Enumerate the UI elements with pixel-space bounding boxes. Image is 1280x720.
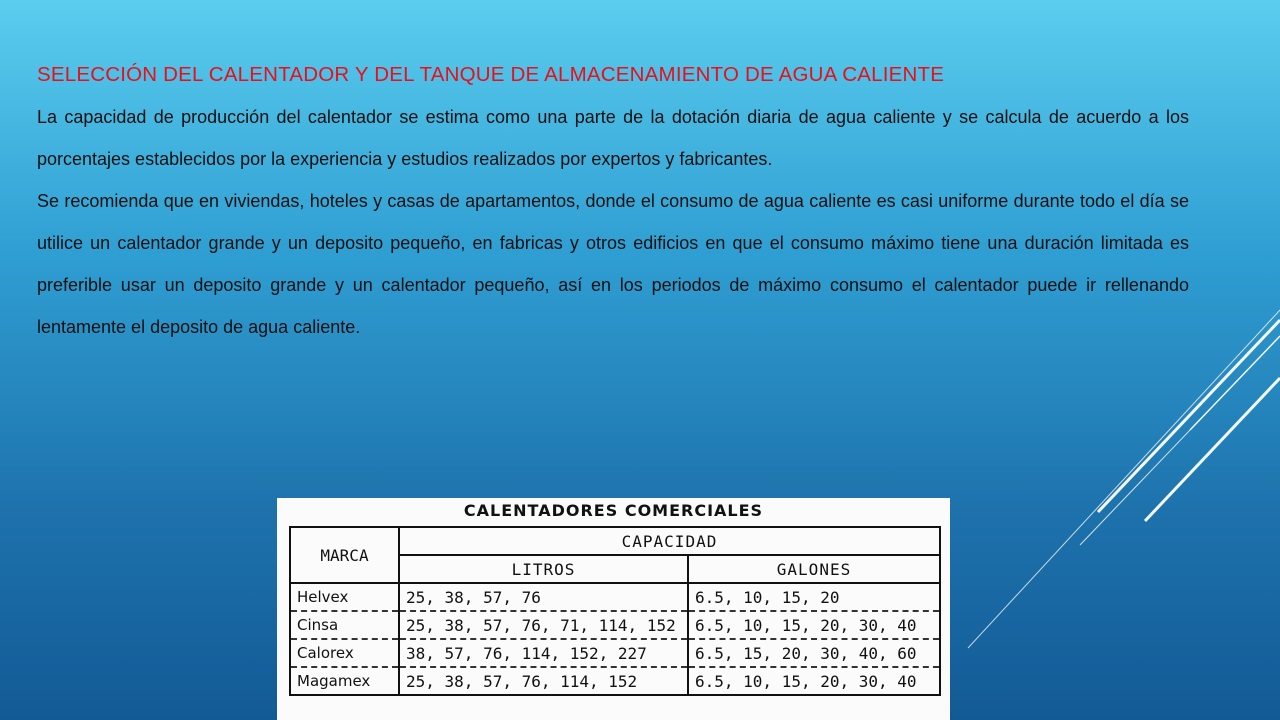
cell-litros: 25, 38, 57, 76, 71, 114, 152 xyxy=(399,611,688,639)
cell-marca: Magamex xyxy=(290,667,399,695)
cell-galones: 6.5, 10, 15, 20 xyxy=(688,583,940,611)
cell-galones: 6.5, 10, 15, 20, 30, 40 xyxy=(688,667,940,695)
deco-line-4 xyxy=(968,310,1280,648)
heaters-table-image xyxy=(277,498,950,720)
deco-line-2 xyxy=(1145,378,1280,521)
cell-litros: 38, 57, 76, 114, 152, 227 xyxy=(399,639,688,667)
paragraph-2: Se recomienda que en viviendas, hoteles y casas de apartamentos, donde el consumo de agua caliente es casi uniforme durante todo el día se utilice un calentador grande y un deposito pequeño, en fabricas y otros edificios en que el consumo máximo tiene una duración limitada es preferible usar un deposito grande y un calentador pequeño, así en los periodos de máximo consumo el calentador puede ir rellenando lentamente el deposito de agua caliente. xyxy=(37,191,1189,337)
cell-marca: Helvex xyxy=(290,583,399,611)
table-row xyxy=(290,667,940,695)
deco-line-5 xyxy=(1190,336,1280,430)
cell-litros: 25, 38, 57, 76 xyxy=(399,583,688,611)
header-marca: MARCA xyxy=(290,527,399,583)
heaters-table xyxy=(289,526,941,696)
cell-marca: Cinsa xyxy=(290,611,399,639)
table-title: CALENTADORES COMERCIALES xyxy=(463,501,764,520)
deco-line-3 xyxy=(1080,336,1280,545)
paragraph-1: La capacidad de producción del calentador se estima como una parte de la dotación diaria de agua caliente y se calcula de acuerdo a los porcentajes establecidos por la experiencia y estudios realizados por expertos y fabricantes. xyxy=(37,107,1189,169)
slide-title: SELECCIÓN DEL CALENTADOR Y DEL TANQUE DE ALMACENAMIENTO DE AGUA CALIENTE xyxy=(37,63,945,86)
cell-marca: Calorex xyxy=(290,639,399,667)
table-row xyxy=(290,639,940,667)
deco-line-1 xyxy=(1098,320,1280,512)
table-header-row xyxy=(290,527,940,555)
slide-content xyxy=(37,54,1189,348)
cell-galones: 6.5, 15, 20, 30, 40, 60 xyxy=(688,639,940,667)
header-capacidad: CAPACIDAD xyxy=(399,527,940,555)
cell-litros: 25, 38, 57, 76, 114, 152 xyxy=(399,667,688,695)
cell-galones: 6.5, 10, 15, 20, 30, 40 xyxy=(688,611,940,639)
table-row xyxy=(290,583,940,611)
table-row xyxy=(290,611,940,639)
header-litros: LITROS xyxy=(399,555,688,583)
header-galones: GALONES xyxy=(688,555,940,583)
